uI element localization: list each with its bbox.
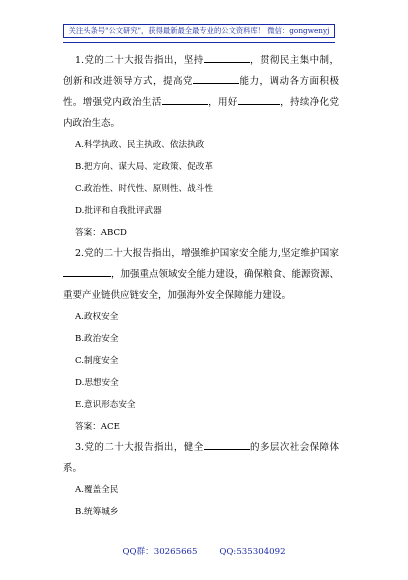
- q2-stem-part-a: 2.党的二十大报告指出，增强维护国家安全能力,坚定维护国家: [75, 248, 339, 259]
- q1-option-a: A.科学执政、民主执政、依法执政: [75, 140, 205, 150]
- q1-stem-part-d: ，用好: [207, 97, 238, 108]
- q2-option-a: A.政权安全: [75, 312, 119, 322]
- q2-option-c: C.制度安全: [75, 356, 119, 366]
- q1-option-c: C.政治性、时代性、原则性、战斗性: [75, 184, 213, 194]
- q2-option-b: B.政治安全: [75, 334, 119, 344]
- fill-in-blank: [162, 95, 208, 105]
- question-1-stem: [63, 50, 339, 134]
- q1-stem-part-c: 能力，调动各方面积极性。增强党内政治生活: [63, 76, 339, 108]
- fill-in-blank: [193, 74, 239, 84]
- page-footer: [0, 546, 408, 558]
- q2-option-e: E.意识形态安全: [75, 400, 136, 410]
- fill-in-blank: [238, 95, 280, 105]
- q2-stem-part-b: ，加强重点领域安全能力建设，确保粮食、能源资源、重要产业链供应链安全，加强海外安全保障能力建设。: [63, 269, 340, 301]
- question-2-stem: [63, 243, 339, 306]
- q2-answer: 答案：ACE: [75, 422, 120, 432]
- q2-option-d: D.思想安全: [75, 378, 119, 388]
- q3-option-a: A.覆盖全民: [75, 485, 119, 495]
- fill-in-blank: [204, 440, 250, 450]
- question-3-stem: [63, 437, 339, 479]
- q1-option-d: D.批评和自我批评武器: [75, 206, 162, 216]
- q3-stem-part-b: 的多层次社会保障体系。: [63, 442, 339, 474]
- footer-qq: QQ:535304092: [219, 547, 286, 557]
- fill-in-blank: [204, 53, 250, 63]
- q3-option-b: B.统筹城乡: [75, 507, 119, 517]
- q3-stem-part-a: 3.党的二十大报告指出，健全: [75, 442, 204, 453]
- q1-answer: 答案：ABCD: [75, 228, 127, 238]
- header-banner: 关注头条号"公文研究"，获得最新最全最专业的公文资料库！ 微信：gongwenyj: [63, 24, 335, 38]
- document-body: [63, 50, 339, 523]
- q1-stem-part-e: ，持续净化党内政治生态。: [63, 97, 339, 129]
- footer-qq-group: QQ群：30265665: [122, 547, 198, 557]
- q1-stem-part-b: ，贯彻民主集中制，创新和改进领导方式，提高党: [63, 55, 339, 87]
- fill-in-blank: [63, 267, 111, 277]
- q1-option-b: B.把方向、谋大局、定政策、促改革: [75, 162, 213, 172]
- q1-stem-part-a: 1.党的二十大报告指出，坚持: [75, 55, 204, 66]
- header-divider: [63, 42, 335, 43]
